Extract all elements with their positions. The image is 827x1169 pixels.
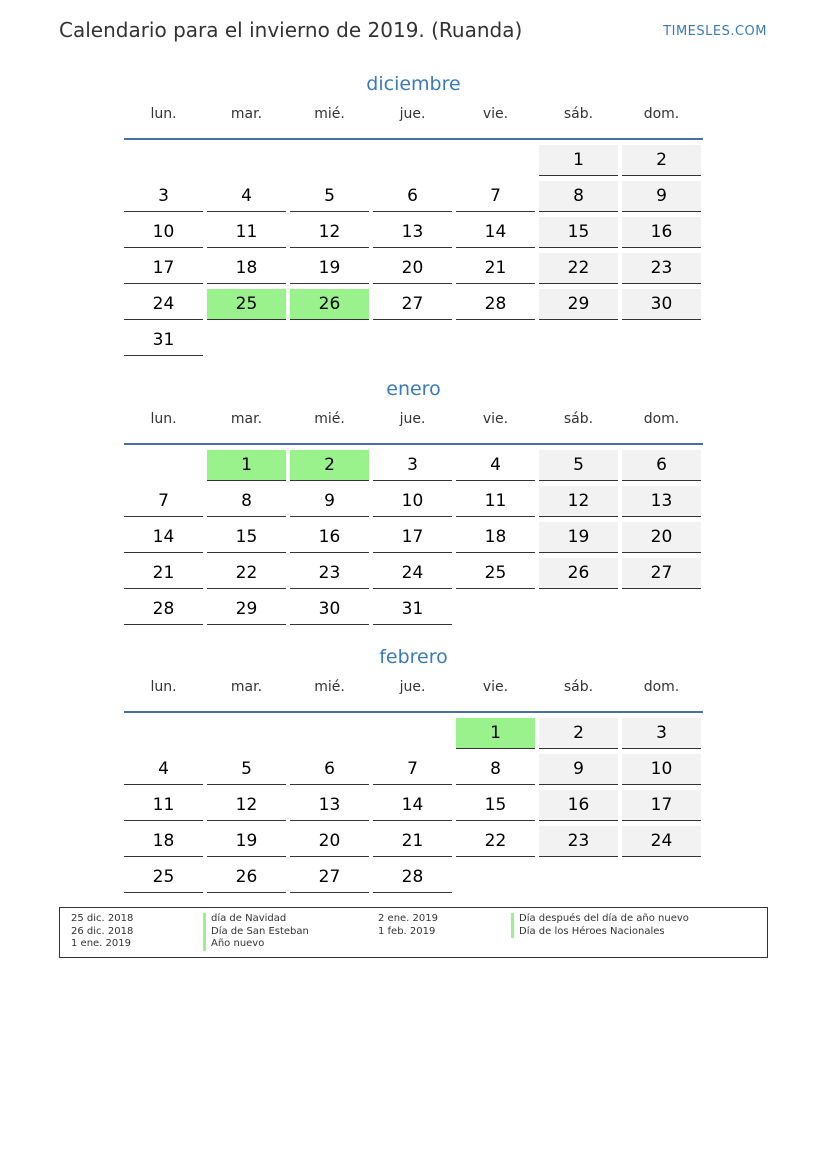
legend-holiday-name: día de Navidad <box>203 913 309 926</box>
day-cell: 2 <box>622 145 701 176</box>
day-cell: 20 <box>622 522 701 553</box>
page-title: Calendario para el invierno de 2019. (Ruanda) <box>59 18 523 42</box>
day-cell: 11 <box>124 790 203 821</box>
empty-cell <box>207 145 286 176</box>
day-cell: 10 <box>373 486 452 517</box>
day-cell: 15 <box>207 522 286 553</box>
month-enero <box>124 375 703 630</box>
weekday-label: jue. <box>399 106 426 122</box>
weekday-label: dom. <box>643 679 680 695</box>
weekday-label: lun. <box>150 411 177 427</box>
day-cell: 19 <box>290 253 369 284</box>
empty-cell <box>124 450 203 481</box>
day-cell: 1 <box>456 718 535 749</box>
weekday-label: vie. <box>482 679 509 695</box>
day-cell: 24 <box>373 558 452 589</box>
day-cell: 3 <box>124 181 203 212</box>
day-cell: 26 <box>207 862 286 893</box>
day-cell: 4 <box>207 181 286 212</box>
month-name: diciembre <box>366 73 461 95</box>
day-cell: 3 <box>373 450 452 481</box>
weekday-label: mar. <box>230 106 263 122</box>
week-row <box>124 450 703 481</box>
day-cell: 17 <box>124 253 203 284</box>
day-cell: 8 <box>539 181 618 212</box>
day-cell: 26 <box>290 289 369 320</box>
day-cell: 1 <box>539 145 618 176</box>
week-row <box>124 217 703 248</box>
week-row <box>124 181 703 212</box>
empty-cell <box>622 862 701 893</box>
month-febrero <box>124 643 703 898</box>
day-cell: 10 <box>124 217 203 248</box>
day-cell: 7 <box>373 754 452 785</box>
day-cell: 28 <box>124 594 203 625</box>
day-cell: 27 <box>622 558 701 589</box>
day-grid <box>124 718 703 893</box>
day-cell: 2 <box>539 718 618 749</box>
empty-cell <box>456 145 535 176</box>
day-cell: 27 <box>373 289 452 320</box>
weekday-label: lun. <box>150 106 177 122</box>
week-row <box>124 718 703 749</box>
day-cell: 22 <box>456 826 535 857</box>
weekday-label: vie. <box>482 106 509 122</box>
day-cell: 23 <box>539 826 618 857</box>
legend-date: 1 feb. 2019 <box>378 925 436 937</box>
day-cell: 10 <box>622 754 701 785</box>
day-cell: 8 <box>456 754 535 785</box>
legend-right-names <box>511 913 689 938</box>
empty-cell <box>373 718 452 749</box>
day-cell: 4 <box>124 754 203 785</box>
day-cell: 23 <box>622 253 701 284</box>
day-cell: 16 <box>539 790 618 821</box>
empty-cell <box>539 862 618 893</box>
day-cell: 19 <box>207 826 286 857</box>
day-cell: 6 <box>622 450 701 481</box>
empty-cell <box>622 325 701 356</box>
day-cell: 20 <box>290 826 369 857</box>
weekday-label: dom. <box>643 106 680 122</box>
month-name: febrero <box>379 646 448 668</box>
holiday-legend <box>59 907 768 958</box>
empty-cell <box>456 594 535 625</box>
weekday-header <box>124 679 703 705</box>
empty-cell <box>456 862 535 893</box>
day-cell: 18 <box>124 826 203 857</box>
week-row <box>124 826 703 857</box>
day-cell: 21 <box>124 558 203 589</box>
week-row <box>124 325 703 356</box>
legend-holiday-name: Día de San Esteban <box>203 926 309 939</box>
day-cell: 25 <box>207 289 286 320</box>
day-cell: 9 <box>539 754 618 785</box>
day-grid <box>124 145 703 356</box>
day-cell: 9 <box>622 181 701 212</box>
weekday-label: mar. <box>230 411 263 427</box>
day-cell: 16 <box>622 217 701 248</box>
day-cell: 8 <box>207 486 286 517</box>
day-cell: 17 <box>622 790 701 821</box>
day-cell: 9 <box>290 486 369 517</box>
day-cell: 3 <box>622 718 701 749</box>
day-cell: 13 <box>373 217 452 248</box>
day-cell: 20 <box>373 253 452 284</box>
weekday-label: lun. <box>150 679 177 695</box>
day-cell: 14 <box>456 217 535 248</box>
day-cell: 5 <box>290 181 369 212</box>
empty-cell <box>622 594 701 625</box>
legend-holiday-name: Día después del día de año nuevo <box>511 913 689 926</box>
week-row <box>124 790 703 821</box>
weekday-label: jue. <box>399 411 426 427</box>
day-cell: 4 <box>456 450 535 481</box>
legend-date: 1 ene. 2019 <box>71 938 131 949</box>
day-cell: 28 <box>373 862 452 893</box>
week-row <box>124 754 703 785</box>
day-cell: 17 <box>373 522 452 553</box>
weekday-label: vie. <box>482 411 509 427</box>
day-cell: 7 <box>124 486 203 517</box>
empty-cell <box>539 594 618 625</box>
day-cell: 5 <box>539 450 618 481</box>
week-row <box>124 862 703 893</box>
legend-right-dates <box>378 913 438 938</box>
legend-left-dates <box>71 913 133 951</box>
day-grid <box>124 450 703 625</box>
day-cell: 30 <box>290 594 369 625</box>
weekday-label: sáb. <box>563 106 594 122</box>
day-cell: 28 <box>456 289 535 320</box>
empty-cell <box>207 718 286 749</box>
week-row <box>124 594 703 625</box>
header-divider <box>124 443 703 445</box>
day-cell: 31 <box>373 594 452 625</box>
day-cell: 13 <box>622 486 701 517</box>
legend-holiday-name: Año nuevo <box>203 938 309 951</box>
empty-cell <box>207 325 286 356</box>
week-row <box>124 253 703 284</box>
day-cell: 13 <box>290 790 369 821</box>
empty-cell <box>290 718 369 749</box>
day-cell: 14 <box>373 790 452 821</box>
legend-date: 2 ene. 2019 <box>378 913 438 924</box>
day-cell: 31 <box>124 325 203 356</box>
weekday-label: mié. <box>314 411 345 427</box>
day-cell: 6 <box>373 181 452 212</box>
legend-holiday-name: Día de los Héroes Nacionales <box>511 926 689 939</box>
day-cell: 25 <box>456 558 535 589</box>
week-row <box>124 558 703 589</box>
day-cell: 24 <box>622 826 701 857</box>
week-row <box>124 289 703 320</box>
empty-cell <box>373 325 452 356</box>
day-cell: 11 <box>456 486 535 517</box>
weekday-header <box>124 411 703 437</box>
day-cell: 23 <box>290 558 369 589</box>
day-cell: 21 <box>456 253 535 284</box>
weekday-label: mar. <box>230 679 263 695</box>
weekday-header <box>124 106 703 132</box>
legend-date: 25 dic. 2018 <box>71 913 134 924</box>
day-cell: 7 <box>456 181 535 212</box>
empty-cell <box>539 325 618 356</box>
weekday-label: sáb. <box>563 411 594 427</box>
legend-left-names <box>203 913 309 951</box>
day-cell: 6 <box>290 754 369 785</box>
empty-cell <box>290 145 369 176</box>
day-cell: 27 <box>290 862 369 893</box>
day-cell: 1 <box>207 450 286 481</box>
empty-cell <box>124 718 203 749</box>
weekday-label: dom. <box>643 411 680 427</box>
day-cell: 11 <box>207 217 286 248</box>
day-cell: 19 <box>539 522 618 553</box>
day-cell: 29 <box>539 289 618 320</box>
day-cell: 15 <box>539 217 618 248</box>
month-name: enero <box>386 378 441 400</box>
day-cell: 15 <box>456 790 535 821</box>
brand-link[interactable]: TIMESLES.COM <box>663 24 767 39</box>
empty-cell <box>290 325 369 356</box>
weekday-label: sáb. <box>563 679 594 695</box>
empty-cell <box>124 145 203 176</box>
weekday-label: mié. <box>314 679 345 695</box>
day-cell: 12 <box>290 217 369 248</box>
month-diciembre <box>124 70 703 361</box>
empty-cell <box>456 325 535 356</box>
day-cell: 30 <box>622 289 701 320</box>
day-cell: 22 <box>207 558 286 589</box>
empty-cell <box>373 145 452 176</box>
day-cell: 22 <box>539 253 618 284</box>
weekday-label: jue. <box>399 679 426 695</box>
legend-date: 26 dic. 2018 <box>71 925 134 937</box>
day-cell: 26 <box>539 558 618 589</box>
header-divider <box>124 138 703 140</box>
day-cell: 5 <box>207 754 286 785</box>
day-cell: 29 <box>207 594 286 625</box>
day-cell: 12 <box>539 486 618 517</box>
day-cell: 18 <box>207 253 286 284</box>
day-cell: 25 <box>124 862 203 893</box>
day-cell: 24 <box>124 289 203 320</box>
week-row <box>124 486 703 517</box>
weekday-label: mié. <box>314 106 345 122</box>
day-cell: 2 <box>290 450 369 481</box>
header-divider <box>124 711 703 713</box>
day-cell: 21 <box>373 826 452 857</box>
day-cell: 16 <box>290 522 369 553</box>
week-row <box>124 145 703 176</box>
week-row <box>124 522 703 553</box>
day-cell: 14 <box>124 522 203 553</box>
day-cell: 12 <box>207 790 286 821</box>
day-cell: 18 <box>456 522 535 553</box>
